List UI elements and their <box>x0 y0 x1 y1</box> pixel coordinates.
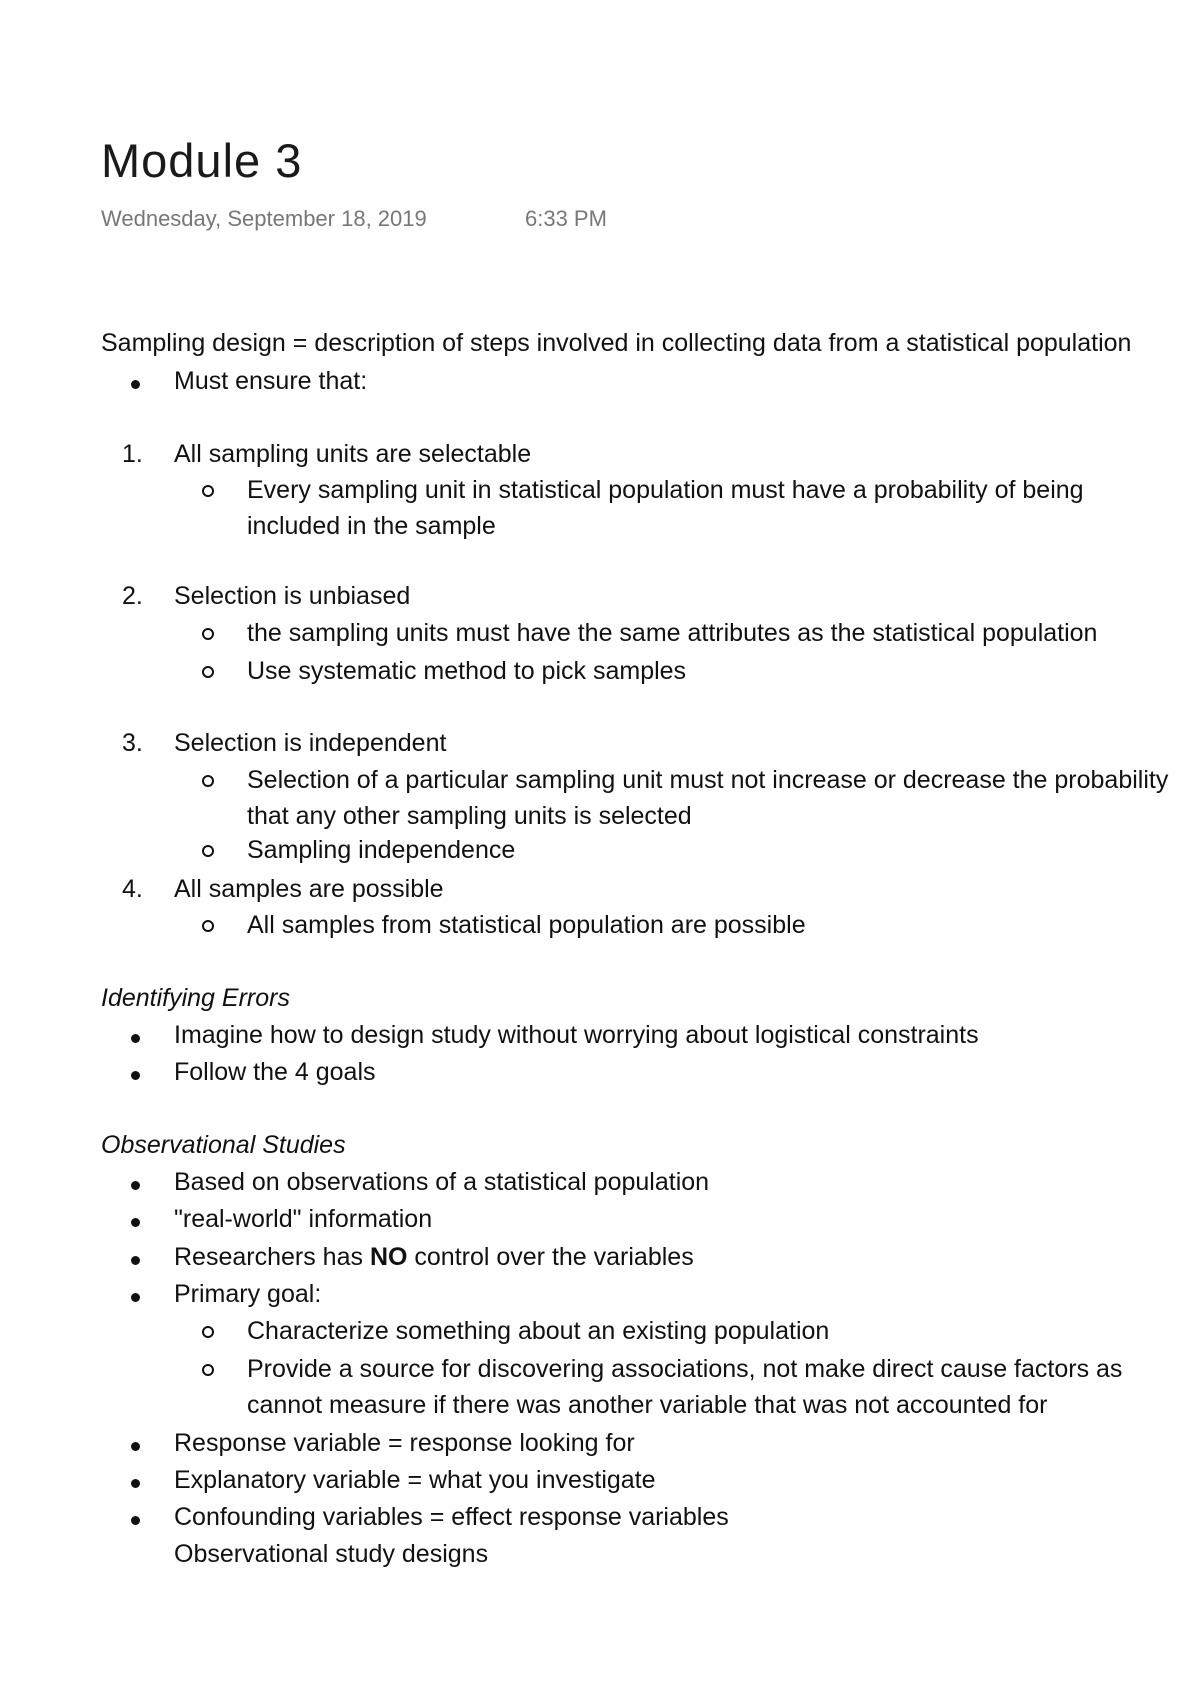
sampling-design-definition: Sampling design = description of steps involved in collecting data from a statistical population <box>101 329 1132 357</box>
goal-detail: Provide a source for discovering associations, not make direct cause factors as <box>247 1355 1123 1383</box>
list-item-text: control over the variables <box>407 1243 694 1271</box>
bullet-icon <box>131 380 140 389</box>
hollow-bullet-icon <box>202 485 214 497</box>
goal-number: 3. <box>122 729 143 757</box>
list-item: Imagine how to design study without worrying about logistical constraints <box>174 1021 979 1049</box>
observational-studies-heading: Observational Studies <box>101 1131 346 1159</box>
goal-detail: the sampling units must have the same attributes as the statistical population <box>247 619 1098 647</box>
list-item: Follow the 4 goals <box>174 1058 376 1086</box>
goal-detail: that any other sampling units is selected <box>247 802 692 830</box>
goal-label: All samples are possible <box>174 875 444 903</box>
goal-detail: Characterize something about an existing population <box>247 1317 830 1345</box>
list-item-continuation: Observational study designs <box>174 1540 489 1568</box>
list-item: Explanatory variable = what you investigate <box>174 1466 656 1494</box>
bullet-icon <box>131 1479 140 1488</box>
hollow-bullet-icon <box>202 920 214 932</box>
list-item: Confounding variables = effect response variables <box>174 1503 729 1531</box>
identifying-errors-heading: Identifying Errors <box>101 984 290 1012</box>
goal-label: All sampling units are selectable <box>174 440 532 468</box>
hollow-bullet-icon <box>202 1326 214 1338</box>
goal-detail: Selection of a particular sampling unit must not increase or decrease the probability <box>247 766 1169 794</box>
list-item: Response variable = response looking for <box>174 1429 635 1457</box>
goal-detail: included in the sample <box>247 512 496 540</box>
bullet-icon <box>131 1071 140 1080</box>
hollow-bullet-icon <box>202 775 214 787</box>
must-ensure-text: Must ensure that: <box>174 367 368 395</box>
bullet-icon <box>131 1034 140 1043</box>
goal-number: 1. <box>122 440 143 468</box>
hollow-bullet-icon <box>202 666 214 678</box>
list-item <box>174 1242 694 1272</box>
goal-detail: Use systematic method to pick samples <box>247 657 687 685</box>
note-time: 6:33 PM <box>525 206 607 231</box>
hollow-bullet-icon <box>202 1364 214 1376</box>
goal-detail: Every sampling unit in statistical population must have a probability of being <box>247 476 1084 504</box>
list-item: Primary goal: <box>174 1280 322 1308</box>
goal-detail: All samples from statistical population are possible <box>247 911 806 939</box>
goal-label: Selection is unbiased <box>174 582 411 610</box>
page-title: Module 3 <box>101 134 303 187</box>
bullet-icon <box>131 1293 140 1302</box>
bullet-icon <box>131 1181 140 1190</box>
list-item: "real-world" information <box>174 1205 433 1233</box>
bullet-icon <box>131 1256 140 1265</box>
note-date: Wednesday, September 18, 2019 <box>101 206 427 231</box>
bullet-icon <box>131 1516 140 1525</box>
goal-label: Selection is independent <box>174 729 447 757</box>
bullet-icon <box>131 1442 140 1451</box>
goal-number: 4. <box>122 875 143 903</box>
list-item-text: Researchers has <box>174 1243 370 1271</box>
bullet-icon <box>131 1218 140 1227</box>
emphasis-text: NO <box>369 1243 408 1271</box>
goal-detail: Sampling independence <box>247 836 516 864</box>
hollow-bullet-icon <box>202 845 214 857</box>
goal-detail: cannot measure if there was another variable that was not accounted for <box>247 1391 1048 1419</box>
list-item: Based on observations of a statistical population <box>174 1168 710 1196</box>
hollow-bullet-icon <box>202 628 214 640</box>
goal-number: 2. <box>122 582 143 610</box>
